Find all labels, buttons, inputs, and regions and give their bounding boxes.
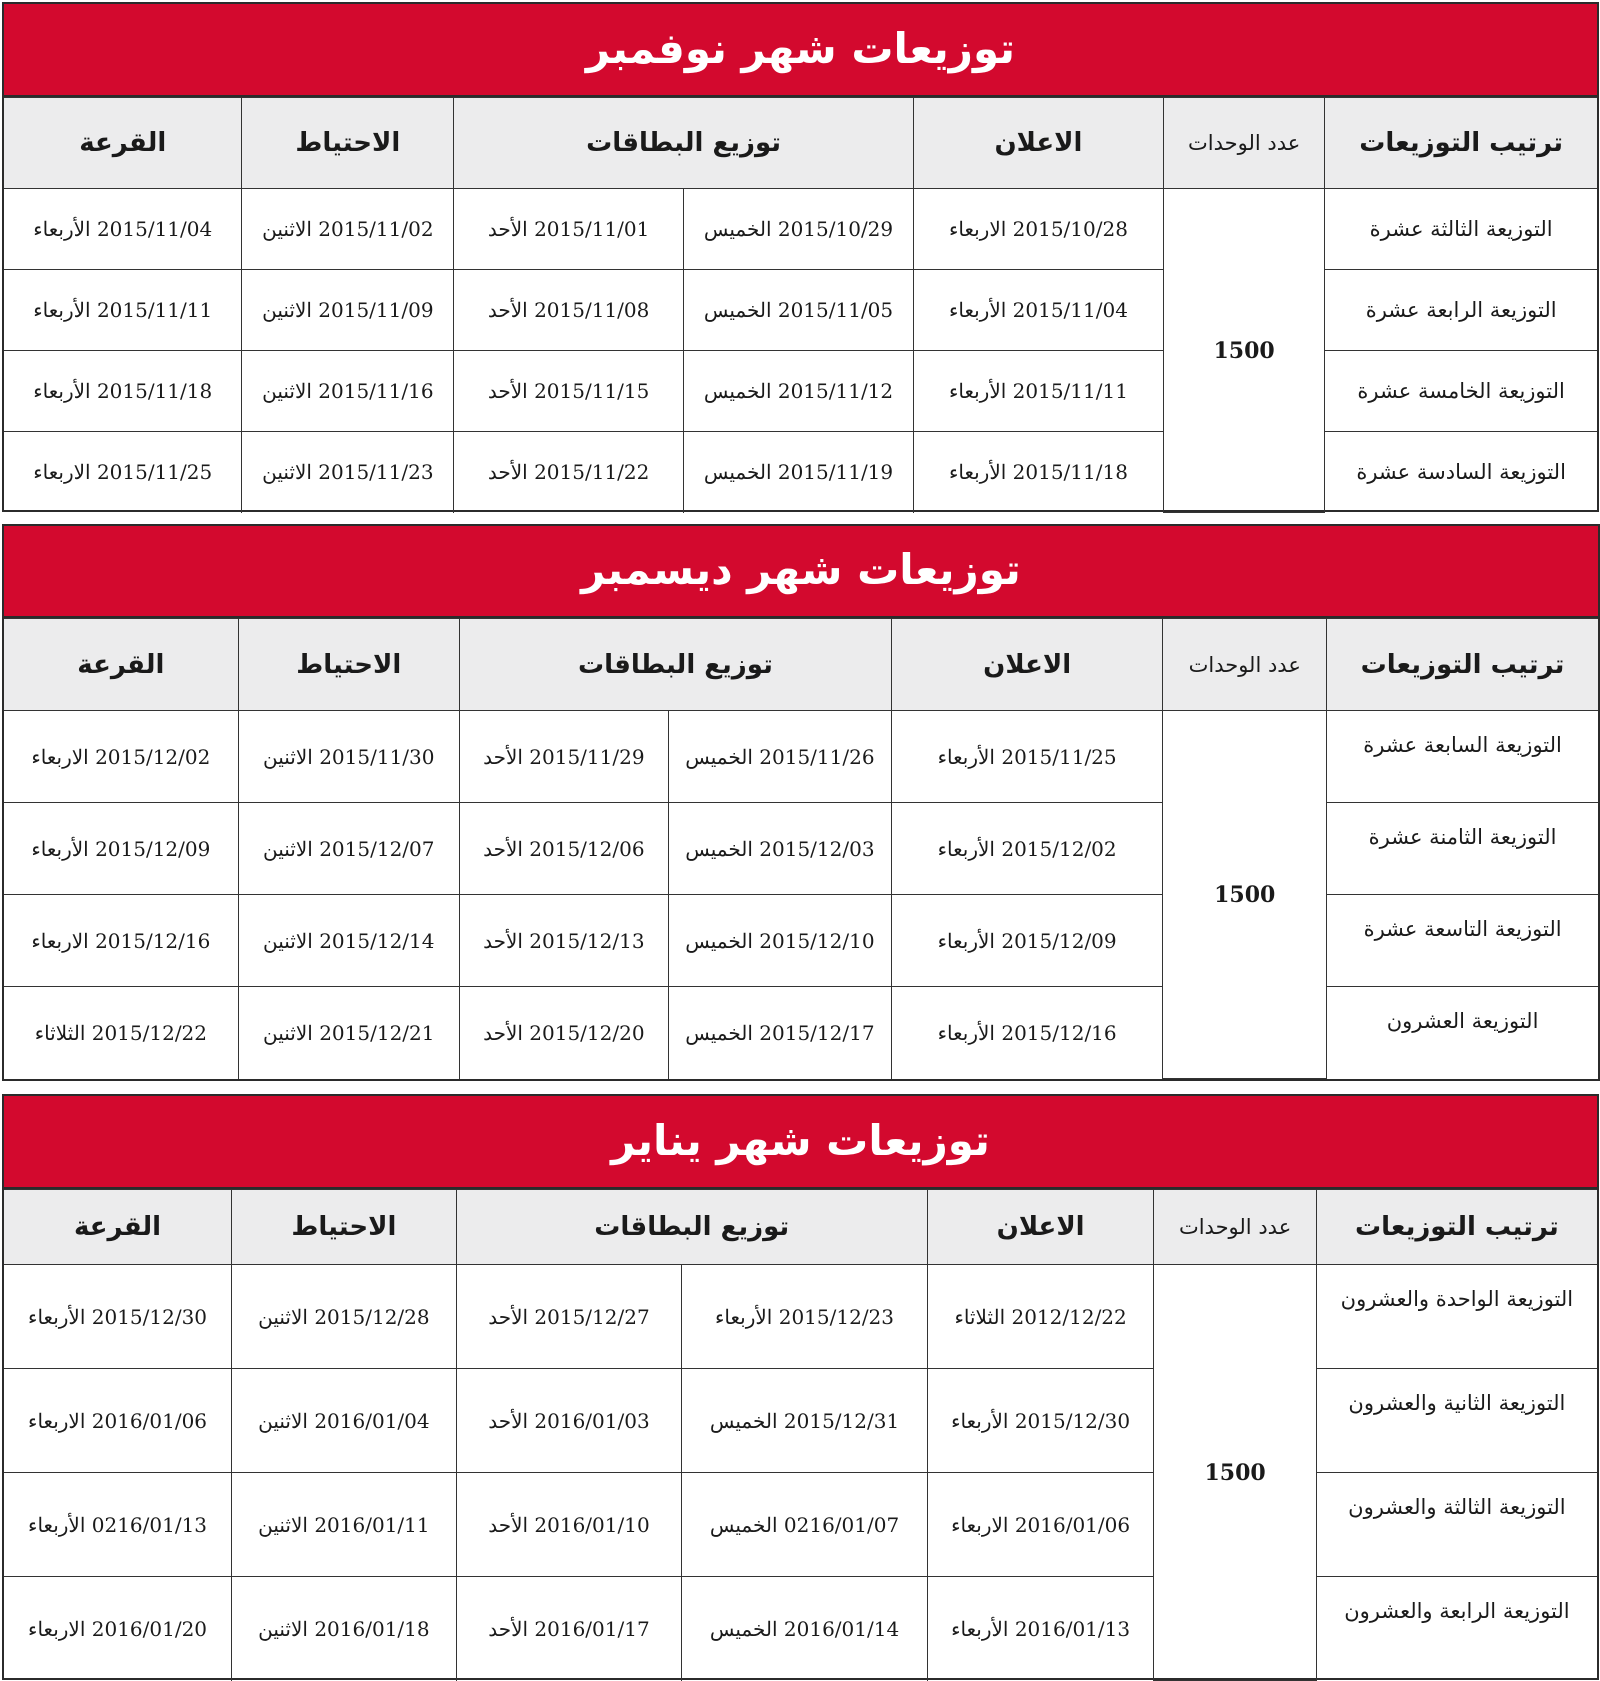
announcement-date xyxy=(927,1473,1154,1577)
header-row xyxy=(4,98,1597,189)
card-distribution-date-1-text: 0216/01/07 الخميس xyxy=(709,1512,900,1537)
lottery-date-text: 2015/11/18 الأربعاء xyxy=(33,379,213,403)
card-distribution-date-1-text: 2015/11/05 الخميس xyxy=(703,298,894,322)
reserve-date-text: 2015/12/21 الاثنين xyxy=(263,1020,435,1045)
lottery-date-text: 2016/01/20 الاربعاء xyxy=(28,1616,208,1641)
card-distribution-date-2 xyxy=(459,895,668,987)
units-count: 1500 xyxy=(1154,1265,1316,1681)
units-count: 1500 xyxy=(1163,189,1324,513)
card-distribution-date-1-text: 2015/12/10 الخميس xyxy=(685,928,875,953)
lottery-date-text: 2016/01/06 الاربعاء xyxy=(28,1408,208,1433)
card-distribution-date-1 xyxy=(684,189,914,270)
reserve-date-text: 2016/01/11 الاثنين xyxy=(258,1512,430,1537)
lottery-date xyxy=(4,711,238,803)
card-distribution-date-1-text: 2015/11/19 الخميس xyxy=(703,460,894,485)
card-distribution-date-2-text: 2015/11/22 الأحد xyxy=(487,460,650,485)
card-distribution-date-1-text: 2015/12/31 الخميس xyxy=(709,1408,900,1433)
announcement-date-text: 2015/12/16 الأربعاء xyxy=(937,1020,1117,1045)
lottery-date-text: 0216/01/13 الأربعاء xyxy=(28,1512,208,1537)
card-distribution-date-2 xyxy=(456,1265,682,1369)
table-row xyxy=(4,1473,1597,1577)
announcement-date xyxy=(913,189,1163,270)
card-distribution-date-2-text: 2015/12/20 الأحد xyxy=(483,1020,645,1045)
col-header-lottery: القرعة xyxy=(4,619,238,711)
card-distribution-date-2-text: 2015/11/29 الأحد xyxy=(483,744,645,769)
card-distribution-date-2-text: 2015/12/06 الأحد xyxy=(483,836,645,861)
card-distribution-date-1 xyxy=(668,803,891,895)
announcement-date-text: 2015/12/09 الأربعاء xyxy=(937,928,1117,953)
announcement-date xyxy=(891,987,1162,1079)
card-distribution-date-1 xyxy=(684,351,914,432)
card-distribution-date-1 xyxy=(684,432,914,513)
reserve-date-text: 2015/11/16 الاثنين xyxy=(262,379,434,403)
card-distribution-date-2-text: 2015/12/13 الأحد xyxy=(483,928,645,953)
table-row xyxy=(4,1369,1597,1473)
schedule-table xyxy=(4,618,1598,1079)
card-distribution-date-1 xyxy=(682,1473,928,1577)
section-title: توزيعات شهر ديسمبر xyxy=(4,526,1598,618)
col-header-announcement: الاعلان xyxy=(913,98,1163,189)
col-header-card-distribution: توزيع البطاقات xyxy=(454,98,914,189)
announcement-date xyxy=(913,432,1163,513)
col-header-order: ترتيب التوزيعات xyxy=(1316,1190,1597,1265)
lottery-date xyxy=(4,895,238,987)
month-section xyxy=(2,1094,1599,1680)
card-distribution-date-2 xyxy=(456,1577,682,1681)
card-distribution-date-2-text: 2016/01/10 الأحد xyxy=(488,1512,650,1537)
reserve-date xyxy=(242,189,454,270)
units-count: 1500 xyxy=(1163,711,1327,1079)
card-distribution-date-2-text: 2015/11/15 الأحد xyxy=(487,379,650,403)
announcement-date-text: 2016/01/06 الاربعاء xyxy=(951,1512,1131,1537)
announcement-date xyxy=(891,711,1162,803)
lottery-date-text: 2015/11/11 الأربعاء xyxy=(33,298,213,322)
table-row xyxy=(4,432,1597,513)
card-distribution-date-1-text: 2015/12/17 الخميس xyxy=(685,1020,875,1045)
card-distribution-date-1 xyxy=(684,270,914,351)
col-header-card-distribution: توزيع البطاقات xyxy=(456,1190,927,1265)
table-row xyxy=(4,803,1598,895)
table-row xyxy=(4,270,1597,351)
card-distribution-date-1-text: 2015/12/23 الأربعاء xyxy=(715,1304,895,1329)
lottery-date xyxy=(4,432,242,513)
card-distribution-date-1 xyxy=(668,711,891,803)
table-row xyxy=(4,711,1598,803)
col-header-lottery: القرعة xyxy=(4,98,242,189)
lottery-date-text: 2015/12/09 الأربعاء xyxy=(31,836,211,861)
card-distribution-date-1-text: 2015/10/29 الخميس xyxy=(703,217,894,241)
col-header-announcement: الاعلان xyxy=(927,1190,1154,1265)
col-header-units: عدد الوحدات xyxy=(1163,98,1324,189)
announcement-date-text: 2016/01/13 الأربعاء xyxy=(951,1616,1131,1641)
lottery-date-text: 2015/12/16 الاربعاء xyxy=(31,928,211,953)
lottery-date xyxy=(4,1369,232,1473)
col-header-reserve: الاحتياط xyxy=(232,1190,457,1265)
reserve-date xyxy=(242,432,454,513)
card-distribution-date-1-text: 2015/12/03 الخميس xyxy=(685,836,875,861)
announcement-date xyxy=(913,351,1163,432)
reserve-date xyxy=(232,1577,457,1681)
reserve-date xyxy=(242,270,454,351)
lottery-date-text: 2015/12/30 الأربعاء xyxy=(28,1304,208,1329)
reserve-date-text: 2016/01/18 الاثنين xyxy=(258,1616,430,1641)
lottery-date xyxy=(4,1473,232,1577)
announcement-date-text: 2015/12/02 الأربعاء xyxy=(937,836,1117,861)
announcement-date-text: 2015/11/18 الأربعاء xyxy=(948,460,1128,485)
lottery-date xyxy=(4,1265,232,1369)
card-distribution-date-1 xyxy=(682,1369,928,1473)
section-title: توزيعات شهر يناير xyxy=(4,1096,1597,1189)
table-row xyxy=(4,351,1597,432)
schedule-table xyxy=(4,1189,1597,1681)
reserve-date-text: 2015/11/23 الاثنين xyxy=(262,460,434,485)
distribution-order: التوزيعة السابعة عشرة xyxy=(1327,711,1598,803)
reserve-date xyxy=(238,895,459,987)
card-distribution-date-2 xyxy=(459,803,668,895)
distribution-order: التوزيعة الرابعة والعشرون xyxy=(1316,1577,1597,1681)
reserve-date-text: 2015/11/02 الاثنين xyxy=(262,217,434,241)
announcement-date xyxy=(913,270,1163,351)
col-header-reserve: الاحتياط xyxy=(238,619,459,711)
announcement-date-text: 2015/11/25 الأربعاء xyxy=(937,744,1117,769)
distribution-order: التوزيعة السادسة عشرة xyxy=(1325,432,1597,513)
announcement-date xyxy=(927,1265,1154,1369)
announcement-date-text: 2015/11/11 الأربعاء xyxy=(948,379,1128,403)
card-distribution-date-2-text: 2016/01/03 الأحد xyxy=(488,1408,650,1433)
col-header-units: عدد الوحدات xyxy=(1163,619,1327,711)
reserve-date-text: 2015/11/30 الاثنين xyxy=(263,744,435,769)
section-title: توزيعات شهر نوفمبر xyxy=(4,4,1597,97)
card-distribution-date-2 xyxy=(454,189,684,270)
distribution-order: التوزيعة الرابعة عشرة xyxy=(1325,270,1597,351)
header-row xyxy=(4,619,1598,711)
card-distribution-date-2 xyxy=(454,351,684,432)
table-row xyxy=(4,987,1598,1079)
header-row xyxy=(4,1190,1597,1265)
table-row xyxy=(4,895,1598,987)
distribution-order: التوزيعة الثالثة والعشرون xyxy=(1316,1473,1597,1577)
card-distribution-date-2 xyxy=(454,432,684,513)
lottery-date xyxy=(4,1577,232,1681)
reserve-date-text: 2016/01/04 الاثنين xyxy=(258,1408,430,1433)
card-distribution-date-1 xyxy=(668,987,891,1079)
reserve-date-text: 2015/11/09 الاثنين xyxy=(262,298,434,322)
col-header-units: عدد الوحدات xyxy=(1154,1190,1316,1265)
col-header-card-distribution: توزيع البطاقات xyxy=(459,619,891,711)
card-distribution-date-1 xyxy=(682,1265,928,1369)
announcement-date-text: 2012/12/22 الثلاثاء xyxy=(954,1304,1127,1329)
col-header-announcement: الاعلان xyxy=(891,619,1162,711)
reserve-date xyxy=(232,1369,457,1473)
distribution-order: التوزيعة الثانية والعشرون xyxy=(1316,1369,1597,1473)
announcement-date-text: 2015/10/28 الاربعاء xyxy=(948,217,1128,241)
announcement-date-text: 2015/12/30 الأربعاء xyxy=(951,1408,1131,1433)
reserve-date-text: 2015/12/14 الاثنين xyxy=(263,928,435,953)
card-distribution-date-2-text: 2015/11/08 الأحد xyxy=(487,298,650,322)
lottery-date xyxy=(4,803,238,895)
distribution-order: التوزيعة الخامسة عشرة xyxy=(1325,351,1597,432)
card-distribution-date-2 xyxy=(456,1473,682,1577)
announcement-date xyxy=(891,895,1162,987)
month-section xyxy=(2,2,1599,512)
card-distribution-date-2 xyxy=(459,711,668,803)
distribution-order: التوزيعة الواحدة والعشرون xyxy=(1316,1265,1597,1369)
card-distribution-date-1-text: 2015/11/12 الخميس xyxy=(703,379,894,403)
table-row xyxy=(4,189,1597,270)
lottery-date xyxy=(4,351,242,432)
reserve-date xyxy=(232,1265,457,1369)
schedule-table xyxy=(4,97,1597,513)
distribution-order: التوزيعة التاسعة عشرة xyxy=(1327,895,1598,987)
reserve-date xyxy=(238,711,459,803)
reserve-date xyxy=(242,351,454,432)
table-row xyxy=(4,1265,1597,1369)
card-distribution-date-2 xyxy=(456,1369,682,1473)
card-distribution-date-1 xyxy=(668,895,891,987)
card-distribution-date-2-text: 2015/11/01 الأحد xyxy=(487,217,650,241)
announcement-date xyxy=(927,1369,1154,1473)
distribution-order: التوزيعة الثامنة عشرة xyxy=(1327,803,1598,895)
col-header-reserve: الاحتياط xyxy=(242,98,454,189)
col-header-lottery: القرعة xyxy=(4,1190,232,1265)
announcement-date xyxy=(927,1577,1154,1681)
month-section xyxy=(2,524,1600,1081)
lottery-date-text: 2015/12/02 الاربعاء xyxy=(31,744,211,769)
distribution-order: التوزيعة الثالثة عشرة xyxy=(1325,189,1597,270)
lottery-date-text: 2015/11/04 الأربعاء xyxy=(33,217,213,241)
card-distribution-date-1-text: 2016/01/14 الخميس xyxy=(709,1616,900,1641)
col-header-order: ترتيب التوزيعات xyxy=(1325,98,1597,189)
card-distribution-date-2 xyxy=(454,270,684,351)
distribution-order: التوزيعة العشرون xyxy=(1327,987,1598,1079)
card-distribution-date-2-text: 2016/01/17 الأحد xyxy=(488,1616,650,1641)
reserve-date-text: 2015/12/28 الاثنين xyxy=(258,1304,430,1329)
card-distribution-date-2-text: 2015/12/27 الأحد xyxy=(488,1304,650,1329)
card-distribution-date-2 xyxy=(459,987,668,1079)
lottery-date xyxy=(4,987,238,1079)
lottery-date xyxy=(4,189,242,270)
announcement-date xyxy=(891,803,1162,895)
reserve-date xyxy=(232,1473,457,1577)
table-row xyxy=(4,1577,1597,1681)
card-distribution-date-1 xyxy=(682,1577,928,1681)
reserve-date xyxy=(238,803,459,895)
col-header-order: ترتيب التوزيعات xyxy=(1327,619,1598,711)
card-distribution-date-1-text: 2015/11/26 الخميس xyxy=(685,744,875,769)
reserve-date-text: 2015/12/07 الاثنين xyxy=(263,836,435,861)
announcement-date-text: 2015/11/04 الأربعاء xyxy=(948,298,1128,322)
lottery-date xyxy=(4,270,242,351)
lottery-date-text: 2015/12/22 الثلاثاء xyxy=(34,1020,208,1045)
lottery-date-text: 2015/11/25 الاربعاء xyxy=(33,460,213,485)
reserve-date xyxy=(238,987,459,1079)
